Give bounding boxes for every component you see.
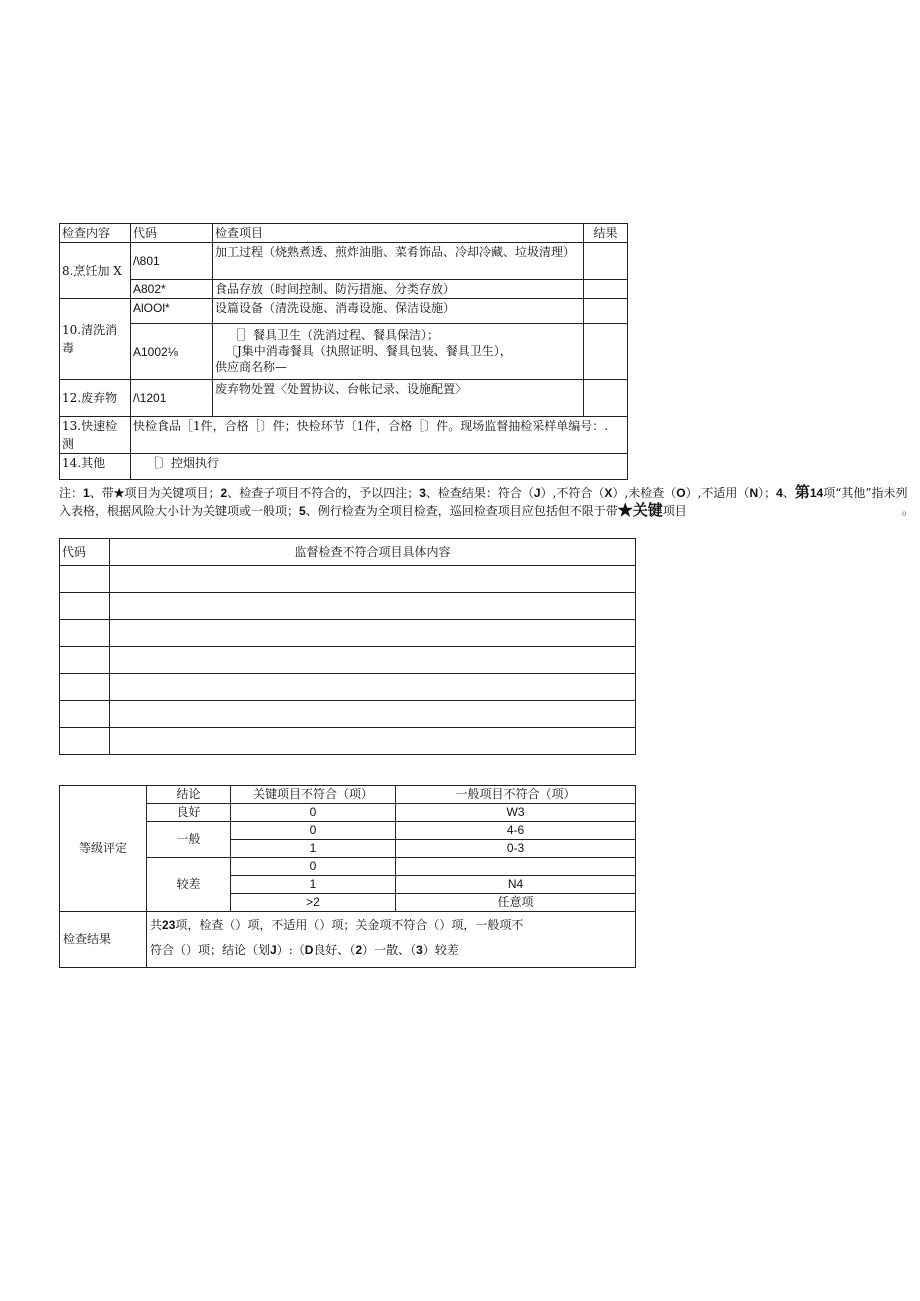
waste-item: 废弃物处置〈处置协议、台帐记录、设施配置〉 <box>213 380 584 417</box>
result-label: 检查结果 <box>60 912 147 968</box>
table-row <box>60 593 636 620</box>
rapid-test-text: 快检食品［1件，合格［〕件；快检环节〔1件，合格［〕件。现场监督抽检采样单编号：. <box>131 417 628 454</box>
nonconform-code-cell[interactable] <box>60 593 110 620</box>
other-label: 14.其他 <box>60 454 131 480</box>
rating-label: 等级评定 <box>60 786 147 912</box>
table-row <box>60 728 636 755</box>
nonconform-content-cell[interactable] <box>110 593 636 620</box>
nonconform-code-cell[interactable] <box>60 647 110 674</box>
table-row <box>60 647 636 674</box>
cooking-result-1[interactable] <box>584 243 628 280</box>
header-general-items: 一般项目不符合（项） <box>396 786 636 804</box>
cooking-result-2[interactable] <box>584 280 628 299</box>
grade-poor-key-1: 0 <box>231 858 396 876</box>
result-line-1: 共23项，检查（）项，不适用（）项；关金项不符合（）项，一般项不 <box>150 918 524 932</box>
cleaning-item-2-line-2: 〔J集中消毒餐具（执照证明、餐具包装、餐具卫生）， <box>225 344 512 358</box>
nonconformity-table <box>59 538 636 755</box>
cooking-code-2: A802* <box>131 280 213 299</box>
cleaning-code-2: A1002⅛ <box>131 324 213 380</box>
cleaning-item-1: 设篇设备（清洗设施、消毒设施、保洁设施） <box>213 299 584 324</box>
nonconform-code-cell[interactable] <box>60 701 110 728</box>
nonconform-content-cell[interactable] <box>110 620 636 647</box>
grade-average-general-1: 4-6 <box>396 822 636 840</box>
nonconform-content-cell[interactable] <box>110 728 636 755</box>
nonconform-header-content: 监督检查不符合项目具体内容 <box>110 539 636 566</box>
nonconform-content-cell[interactable] <box>110 701 636 728</box>
grade-good-general: W3 <box>396 804 636 822</box>
result-text <box>147 912 636 968</box>
cleaning-item-2-line-3: 供应商名称— <box>215 360 288 374</box>
grade-poor-general-1 <box>396 858 636 876</box>
cleaning-code-1: AlOOl* <box>131 299 213 324</box>
grade-poor-key-2: 1 <box>231 876 396 894</box>
header-key-items: 关键项目不符合（项） <box>231 786 396 804</box>
cleaning-label: 10.清洗消毒 <box>60 299 131 380</box>
cleaning-result-1[interactable] <box>584 299 628 324</box>
cleaning-item-2-line-1: ［］餐具卫生（洗消过程、餐具保洁）； <box>229 328 440 342</box>
grade-average-key-1: 0 <box>231 822 396 840</box>
other-text <box>131 454 628 480</box>
header-code: 代码 <box>131 224 213 243</box>
table-row <box>60 674 636 701</box>
header-content: 检查内容 <box>60 224 131 243</box>
grade-poor-general-2: N4 <box>396 876 636 894</box>
grade-average-key-2: 1 <box>231 840 396 858</box>
nonconform-code-cell[interactable] <box>60 620 110 647</box>
cooking-label: 8.烹饪加 X <box>60 243 131 299</box>
grade-average-label: 一般 <box>147 822 231 858</box>
table-row <box>60 701 636 728</box>
nonconform-content-cell[interactable] <box>110 566 636 593</box>
grade-table <box>59 785 636 968</box>
cleaning-item-2 <box>213 324 584 380</box>
nonconform-header-code: 代码 <box>60 539 110 566</box>
result-line-2: 符合（）项；结论（划J）:（D良好、（2）一散、（3）较差 <box>150 943 459 957</box>
star-icon: ★ <box>113 486 125 500</box>
cooking-item-1: 加工过程（烧熟煮透、煎炸油脂、菜肴饰品、冷却冷藏、垃圾清理） <box>213 243 584 280</box>
nonconform-content-cell[interactable] <box>110 647 636 674</box>
header-item: 检查项目 <box>213 224 584 243</box>
rapid-test-label: 13.快速检测 <box>60 417 131 454</box>
nonconform-code-cell[interactable] <box>60 566 110 593</box>
grade-poor-general-3: 任意项 <box>396 894 636 912</box>
grade-average-general-2: 0-3 <box>396 840 636 858</box>
table-row <box>60 566 636 593</box>
waste-result[interactable] <box>584 380 628 417</box>
grade-good-label: 良好 <box>147 804 231 822</box>
cleaning-result-2[interactable] <box>584 324 628 380</box>
header-conclusion: 结论 <box>147 786 231 804</box>
nonconform-content-cell[interactable] <box>110 674 636 701</box>
grade-good-key: 0 <box>231 804 396 822</box>
waste-label: 12.废弃物 <box>60 380 131 417</box>
nonconform-code-cell[interactable] <box>60 674 110 701</box>
inspection-table <box>59 223 628 480</box>
notes-paragraph: 注：1、带★项目为关键项目；2、检查子项目不符合的，予以四注；3、检查结果：符合（J）,不符合（X）,未检查（O）,不适用（N）；4、第14项“其他”指未列入表格，根据风险大小计为关键项或一般项；5、例行检查为全项目检查，巡回检查项目应包括但不限于带★关键项目 。 <box>59 484 914 519</box>
table-row <box>60 620 636 647</box>
nonconform-code-cell[interactable] <box>60 728 110 755</box>
cooking-code-1: /\801 <box>131 243 213 280</box>
waste-code: /\1201 <box>131 380 213 417</box>
cooking-item-2: 食品存放（时间控制、防污措施、分类存放） <box>213 280 584 299</box>
grade-poor-key-3: >2 <box>231 894 396 912</box>
header-result: 结果 <box>584 224 628 243</box>
grade-poor-label: 较差 <box>147 858 231 912</box>
other-text-value: ［〕控烟执行 <box>147 456 220 470</box>
